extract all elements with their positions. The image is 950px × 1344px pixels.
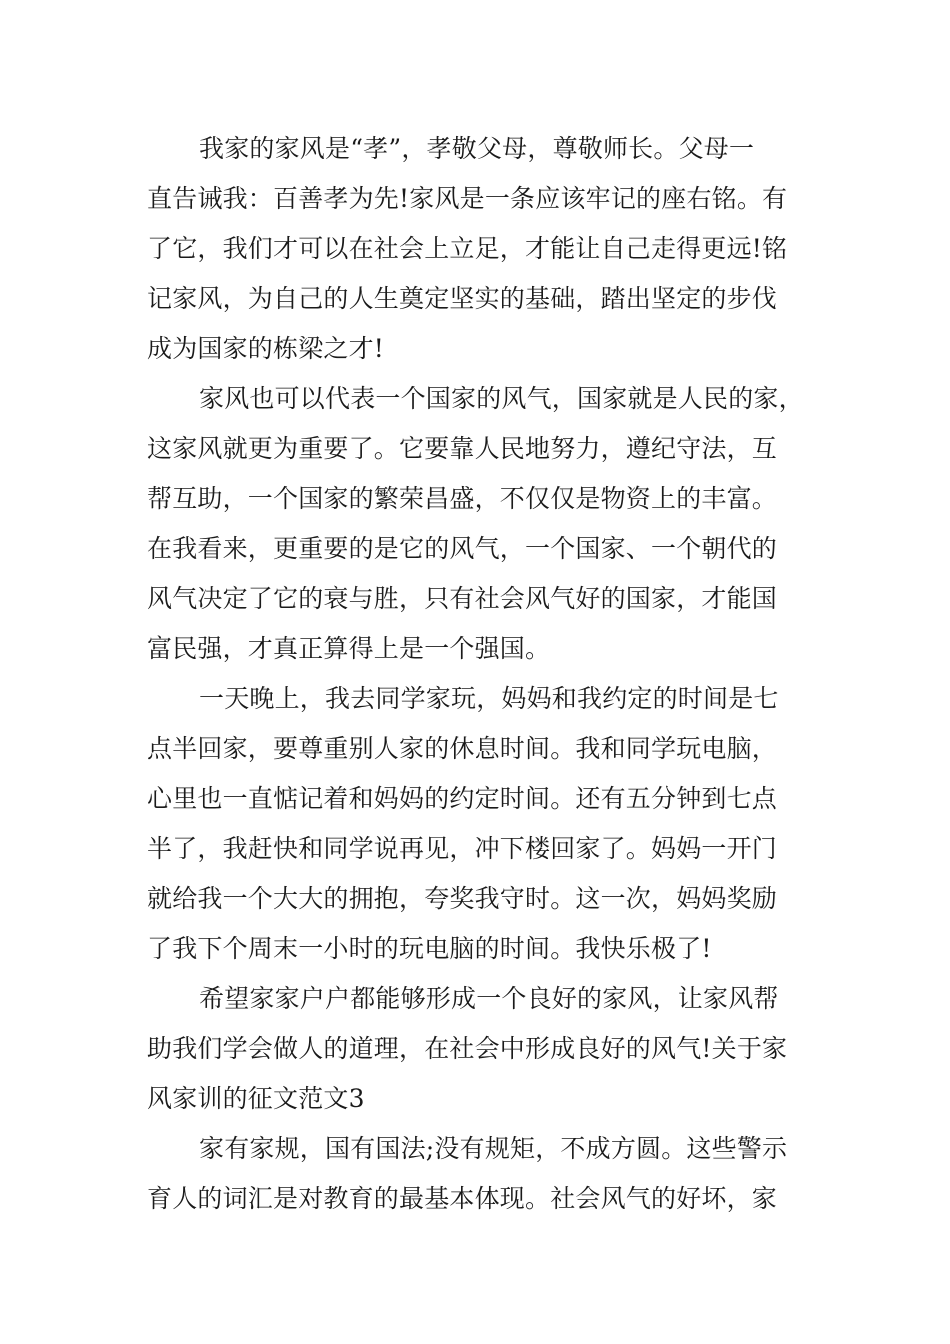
text-line: 助我们学会做人的道理，在社会中形成良好的风气!关于家 [147, 1034, 788, 1063]
text-line: 富民强，才真正算得上是一个强国。 [147, 634, 551, 663]
text-line: 家风也可以代表一个国家的风气，国家就是人民的家， [199, 384, 804, 413]
text-line: 半了，我赶快和同学说再见，冲下楼回家了。妈妈一开门 [147, 834, 778, 863]
text-line: 帮互助，一个国家的繁荣昌盛，不仅仅是物资上的丰富。 [147, 484, 778, 513]
text-line: 了它，我们才可以在社会上立足，才能让自己走得更远!铭 [147, 234, 788, 263]
essay-text [147, 124, 827, 1224]
text-line: 记家风，为自己的人生奠定坚实的基础，踏出坚定的步伐 [147, 284, 778, 313]
text-line: 在我看来，更重要的是它的风气，一个国家、一个朝代的 [147, 534, 778, 563]
text-line: 直告诫我：百善孝为先!家风是一条应该牢记的座右铭。有 [147, 184, 788, 213]
text-line: 心里也一直惦记着和妈妈的约定时间。还有五分钟到七点 [147, 784, 778, 813]
text-line: 育人的词汇是对教育的最基本体现。社会风气的好坏，家 [147, 1184, 778, 1213]
text-line: 点半回家，要尊重别人家的休息时间。我和同学玩电脑， [147, 734, 778, 763]
text-line: 成为国家的栋梁之才! [147, 334, 385, 363]
text-line: 这家风就更为重要了。它要靠人民地努力，遵纪守法，互 [147, 434, 778, 463]
text-line: 我家的家风是“孝”，孝敬父母，尊敬师长。父母一 [199, 134, 755, 163]
text-line: 风气决定了它的衰与胜，只有社会风气好的国家，才能国 [147, 584, 778, 613]
text-line: 风家训的征文范文3 [147, 1084, 365, 1113]
text-line: 一天晚上，我去同学家玩，妈妈和我约定的时间是七 [199, 684, 779, 713]
text-line: 就给我一个大大的拥抱，夸奖我守时。这一次，妈妈奖励 [147, 884, 778, 913]
text-line: 希望家家户户都能够形成一个良好的家风，让家风帮 [199, 984, 779, 1013]
text-line: 了我下个周末一小时的玩电脑的时间。我快乐极了! [147, 934, 712, 963]
text-line: 家有家规，国有国法;没有规矩，不成方圆。这些警示 [199, 1134, 788, 1163]
